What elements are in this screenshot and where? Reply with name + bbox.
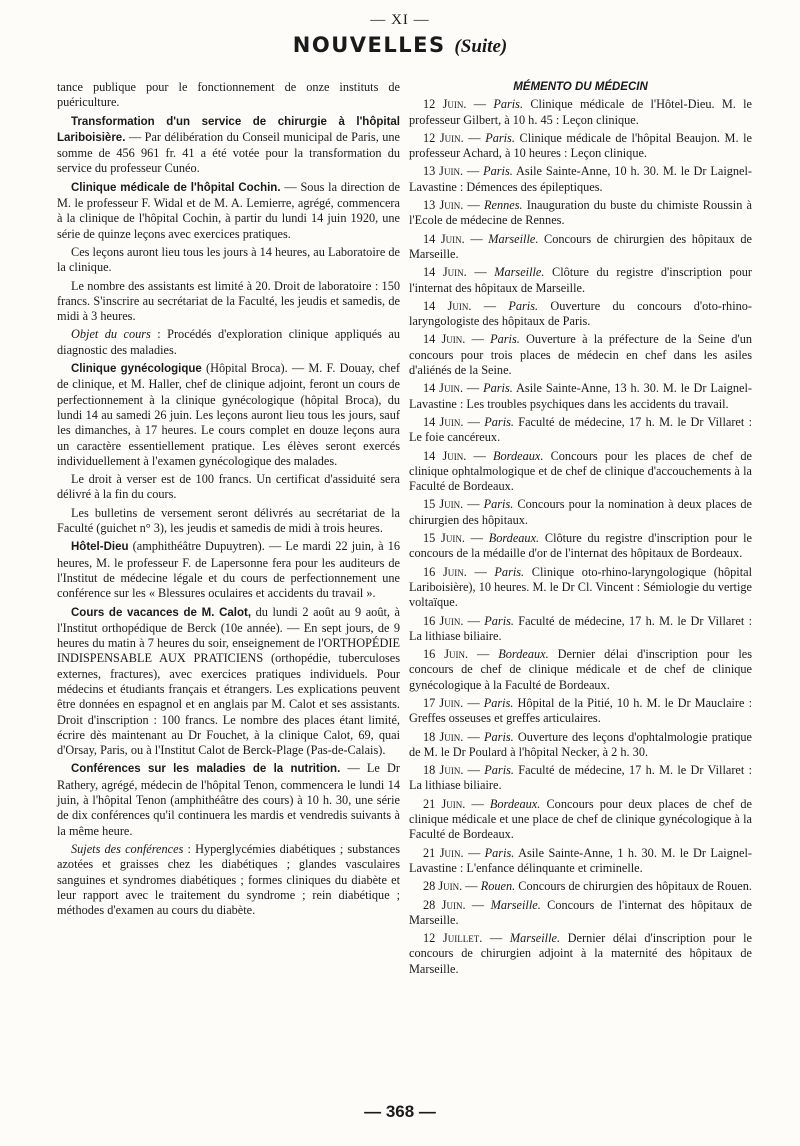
paragraph-text: — Par délibération du Conseil municipal de Paris, une somme de 456 961 fr. 41 a été votée pour la transformation du service du professeur Cunéo. — [57, 129, 400, 176]
entry-date: 13 Juin. — [423, 164, 464, 179]
entry-date: 21 Juin. — [423, 796, 466, 811]
entry-text: Asile Sainte-Anne, 13 h. 30. M. le Dr Laignel-Lavastine : Les troubles psychiques dans les accidents du travail. — [409, 381, 752, 411]
left-column — [57, 80, 400, 921]
paragraph — [57, 361, 400, 469]
entry-text: Asile Sainte-Anne, 10 h. 30. M. le Dr Laignel-Lavastine : Démences des épileptiques. — [409, 164, 752, 194]
entry-city: Paris. — [483, 497, 514, 512]
memento-heading: MÉMENTO DU MÉDECIN — [513, 81, 648, 93]
memento-entry: 16 Juin. — Paris. Clinique oto-rhino-laryngologique (hôpital Lariboisière), 10 heures. M. le Dr Cl. Vincent : Sémiologie du vertige voltaïque. — [409, 564, 752, 610]
paragraph-text: tance publique pour le fonctionnement de onze instituts de puériculture. — [57, 80, 400, 110]
entry-text: Concours de chirurgien des hôpitaux de Marseille. — [409, 231, 753, 261]
memento-entry: 13 Juin. — Paris. Asile Sainte-Anne, 10 h. 30. M. le Dr Laignel-Lavastine : Démences des épileptiques. — [409, 164, 752, 194]
paragraph — [57, 842, 400, 918]
title-subtitle: (Suite) — [454, 36, 508, 57]
entry-text: Clinique oto-rhino-laryngologique (hôpital Lariboisière), 10 heures. M. le Dr Cl. Vincent : Sémiologie du vertige voltaïque. — [409, 564, 752, 610]
entry-city: Bordeaux. — [492, 448, 544, 463]
entry-city: Rouen. — [480, 879, 516, 894]
entry-city: Paris. — [483, 381, 513, 396]
entry-city: Paris. — [508, 298, 539, 313]
entry-text: Ouverture des leçons d'ophtalmologie pratique de M. le Dr Poulard à l'hôpital Necker, à 2 h. 30. — [409, 729, 753, 759]
entry-text: Concours pour la nomination à deux places de chirurgien des hôpitaux. — [409, 497, 752, 527]
paragraph-text: — Sous la direction de M. le professeur F. Widal et de M. A. Lemierre, agrégé, commencera à la clinique de l'hôpital Cochin, à partir du lundi 14 juin 1920, une série de quinze leçons avec exercices pratiques. — [57, 179, 400, 241]
memento-entry: 12 Juillet. — Marseille. Dernier délai d'inscription pour le concours de chirurgien adjoint à la maternité des hôpitaux de Marseille. — [409, 931, 753, 976]
entry-date: 12 Juillet. — [423, 931, 483, 946]
entry-text: Dernier délai d'inscription pour les concours de chef de clinique médicale et de chef de clinique gynécologique à la Faculté de Bordeaux. — [409, 647, 752, 692]
paragraph-text: Ces leçons auront lieu tous les jours à 14 heures, au Laboratoire de la clinique. — [57, 244, 400, 275]
news-heading: Hôtel-Dieu — [71, 541, 129, 554]
entry-city: Bordeaux. — [488, 531, 540, 546]
page-header — [0, 12, 800, 58]
title-main: NOUVELLES — [292, 33, 446, 57]
paragraph-text: Le droit à verser est de 100 francs. Un certificat d'assiduité sera délivré à la fin du cours. — [57, 472, 400, 502]
news-heading: Transformation d'un service de chirurgie à l'hôpital Lariboisière. — [57, 115, 400, 144]
memento-entry: 14 Juin. — Paris. Ouverture à la préfecture de la Seine d'un concours pour trois places de médecin en chef dans les asiles d'aliénés de la Seine. — [409, 332, 752, 378]
memento-entry: 17 Juin. — Paris. Hôpital de la Pitié, 10 h. M. le Dr Mauclaire : Greffes osseuses et greffes articulaires. — [409, 695, 752, 726]
paragraph — [57, 80, 400, 111]
entry-date: 28 Juin. — [423, 897, 466, 912]
memento-entry: 14 Juin. — Marseille. Concours de chirurgien des hôpitaux de Marseille. — [409, 231, 753, 261]
entry-date: 14 Juin. — [423, 448, 467, 463]
memento-entry: 21 Juin. — Bordeaux. Concours pour deux places de chef de clinique médicale et une place de chef de clinique gynécologique à la Faculté de Bordeaux. — [409, 796, 752, 842]
entry-city: Paris. — [484, 729, 514, 744]
entry-text: Inauguration du buste du chimiste Roussin à l'Ecole de médecine de Rennes. — [409, 198, 753, 228]
entry-date: 15 Juin. — [423, 531, 465, 546]
paragraph-text: — Le Dr Rathery, agrégé, médecin de l'hôpital Tenon, commencera le lundi 14 juin, à l'hôpital Tenon (amphithéâtre des cours) à 10 h. 30, une série de dix conférences qu'il continuera les mardis et vendredis suivants à la même heure. — [57, 761, 400, 838]
entry-date: 14 Juin. — [423, 414, 464, 429]
memento-entry: 16 Juin. — Paris. Faculté de médecine, 17 h. M. le Dr Villaret : La lithiase biliaire. — [409, 613, 752, 643]
italic-label: Objet du cours — [71, 327, 151, 342]
news-heading: Cours de vacances de M. Calot, — [71, 606, 252, 619]
entry-text: Concours de chirurgien des hôpitaux de Rouen. — [515, 879, 752, 894]
memento-entry: 21 Juin. — Paris. Asile Sainte-Anne, 1 h. 30. M. le Dr Laignel-Lavastine : L'enfance délinquante et criminelle. — [409, 845, 752, 875]
entry-date: 16 Juin. — [423, 647, 469, 662]
page-title — [0, 33, 800, 58]
entry-date: 14 Juin. — [423, 332, 466, 347]
folio: — XI — — [370, 12, 430, 28]
paragraph-text: : Hyperglycémies diabétiques ; substances azotées et graisses chez les diabétiques ; glandes vasculaires sanguines et syndromes diabétiques ; formes cliniques du diabète et leur rapport avec le traitement du syndrome ; rein diabétique ; méthodes d'examen au cours du diabète. — [57, 841, 400, 918]
memento-list — [409, 97, 752, 977]
memento-entry: 18 Juin. — Paris. Faculté de médecine, 17 h. M. le Dr Villaret : La lithiase biliaire. — [409, 763, 752, 793]
entry-text: Concours pour les places de chef de clinique ophtalmologique et de chef de clinique d'accouchements à la Faculté de Bordeaux. — [409, 448, 753, 494]
entry-date: 14 Juin. — [423, 231, 465, 246]
paragraph — [57, 180, 400, 242]
news-heading: Clinique gynécologique — [71, 363, 202, 376]
paragraph — [57, 114, 400, 177]
entry-text: Faculté de médecine, 17 h. M. le Dr Villaret : Le foie cancéreux. — [409, 414, 752, 445]
memento-entry: 14 Juin. — Bordeaux. Concours pour les places de chef de clinique ophtalmologique et de chef de clinique d'accouchements à la Faculté de Bordeaux. — [409, 448, 753, 494]
entry-city: Rennes. — [484, 198, 523, 213]
entry-date: 14 Juin. — [423, 265, 467, 280]
paragraph — [57, 472, 400, 503]
paragraph-text: du lundi 2 août au 9 août, à l'Institut orthopédique de Berck (10e année). — En sept jours, de 9 heures du matin à 7 heures du soir, enseignement de l'ORTHOPÉDIE INDISPENSABLE AUX PRATICIENS (orthopédie, tuberculoses externes, fractures), avec exercices pratiques individuels. Pour médecins et étudiants français et étrangers. Les explications peuvent être données en espagnol et en anglais par M. Calot et ses assistants. Droit d'inscription : 100 francs. Le nombre des places étant limité, écrire dès maintenant au Dr Fouchet, à la clinique Calot, 69, quai d'Orsay, Paris, ou à l'Institut Calot de Berck-Plage (Pas-de-Calais). — [57, 604, 400, 758]
news-heading: Clinique médicale de l'hôpital Cochin. — [71, 181, 281, 194]
entry-date: 28 Juin. — [423, 879, 463, 894]
entry-text: Ouverture du concours d'oto-rhino-laryngologiste des hôpitaux de Paris. — [409, 298, 753, 329]
entry-city: Paris. — [484, 414, 514, 429]
entry-text: Asile Sainte-Anne, 1 h. 30. M. le Dr Laignel-Lavastine : L'enfance délinquante et criminelle. — [409, 845, 752, 875]
paragraph — [57, 605, 400, 759]
memento-entry: 13 Juin. — Rennes. Inauguration du buste du chimiste Roussin à l'Ecole de médecine de Rennes. — [409, 198, 753, 228]
entry-date: 14 Juin. — [423, 298, 472, 313]
entry-city: Marseille. — [494, 265, 545, 280]
entry-date: 12 Juin. — [423, 130, 464, 145]
paragraph — [57, 506, 400, 537]
paragraph — [57, 539, 400, 601]
entry-city: Paris. — [483, 164, 513, 179]
paragraph — [57, 761, 400, 838]
entry-city: Paris. — [485, 130, 515, 145]
italic-label: Sujets des conférences — [71, 841, 184, 856]
memento-entry: 14 Juin. — Paris. Ouverture du concours d'oto-rhino-laryngologiste des hôpitaux de Paris. — [409, 298, 753, 329]
entry-date: 18 Juin. — [423, 729, 464, 744]
entry-date: 13 Juin. — [423, 198, 464, 213]
entry-text: Faculté de médecine, 17 h. M. le Dr Villaret : La lithiase biliaire. — [409, 613, 752, 643]
entry-city: Paris. — [484, 763, 514, 778]
entry-date: 15 Juin. — [423, 497, 464, 512]
entry-date: 18 Juin. — [423, 763, 464, 778]
entry-city: Marseille. — [488, 231, 539, 246]
entry-text: Concours de l'internat des hôpitaux de Marseille. — [409, 897, 752, 927]
entry-text: Clinique médicale de l'hôpital Beaujon. M. le professeur Achard, à 10 heures : Leçon clinique. — [409, 130, 752, 161]
entry-date: 16 Juin. — [423, 564, 467, 579]
memento-entry: 14 Juin. — Paris. Faculté de médecine, 17 h. M. le Dr Villaret : Le foie cancéreux. — [409, 414, 752, 445]
paragraph — [57, 279, 400, 325]
page-number: — 368 — — [364, 1102, 436, 1121]
entry-city: Bordeaux. — [489, 796, 541, 811]
memento-entry: 16 Juin. — Bordeaux. Dernier délai d'inscription pour les concours de chef de clinique médicale et de chef de clinique gynécologique à la Faculté de Bordeaux. — [409, 647, 752, 692]
entry-city: Paris. — [483, 695, 514, 710]
entry-text: Clôture du registre d'inscription pour le concours de la médaille d'or de l'internat des hôpitaux de Bordeaux. — [409, 531, 752, 561]
entry-city: Bordeaux. — [498, 647, 549, 662]
entry-text: Concours pour deux places de chef de clinique médicale et une place de chef de clinique gynécologique à la Faculté de Bordeaux. — [409, 796, 752, 842]
entry-city: Paris. — [484, 845, 515, 860]
memento-entry: 18 Juin. — Paris. Ouverture des leçons d'ophtalmologie pratique de M. le Dr Poulard à l'hôpital Necker, à 2 h. 30. — [409, 729, 753, 759]
memento-entry: 14 Juin. — Paris. Asile Sainte-Anne, 13 h. 30. M. le Dr Laignel-Lavastine : Les troubles psychiques dans les accidents du travail. — [409, 381, 752, 411]
memento-entry: 28 Juin. — Marseille. Concours de l'internat des hôpitaux de Marseille. — [409, 897, 752, 927]
memento-entry: 14 Juin. — Marseille. Clôture du registre d'inscription pour l'internat des hôpitaux de Marseille. — [409, 265, 752, 295]
memento-entry: 12 Juin. — Paris. Clinique médicale de l'hôpital Beaujon. M. le professeur Achard, à 10 heures : Leçon clinique. — [409, 130, 752, 161]
entry-text: Clinique médicale de l'Hôtel-Dieu. M. le professeur Gilbert, à 10 h. 45 : Leçon clinique. — [409, 97, 752, 127]
paragraph-text: (amphithéâtre Dupuytren). — Le mardi 22 juin, à 16 heures, M. le professeur F. de Lapersonne fera pour les auditeurs de l'Institut de médecine légale et du cours de perfectionnement une conférence sur les « Blessures oculaires et accidents du travail ». — [57, 539, 400, 601]
entry-city: Paris. — [484, 613, 514, 628]
paragraph — [57, 245, 400, 276]
entry-city: Paris. — [490, 332, 520, 347]
entry-text: Ouverture à la préfecture de la Seine d'un concours pour trois places de médecin en chef dans les asiles d'aliénés de la Seine. — [409, 332, 752, 378]
entry-text: Dernier délai d'inscription pour le concours de chirurgien adjoint à la maternité des hôpitaux de Marseille. — [409, 931, 753, 976]
memento-entry: 15 Juin. — Bordeaux. Clôture du registre d'inscription pour le concours de la médaille d'or de l'internat des hôpitaux de Bordeaux. — [409, 531, 752, 561]
memento-entry: 15 Juin. — Paris. Concours pour la nomination à deux places de chirurgien des hôpitaux. — [409, 497, 752, 527]
paragraph-text: Les bulletins de versement seront délivrés au secrétariat de la Faculté (guichet n° 3), les jeudis et samedis de midi à trois heures. — [57, 505, 400, 536]
right-column — [409, 80, 752, 980]
entry-city: Marseille. — [490, 897, 541, 912]
entry-date: 14 Juin. — [423, 381, 464, 396]
entry-date: 21 Juin. — [423, 845, 464, 860]
entry-city: Paris. — [493, 97, 524, 112]
paragraph-text: Le nombre des assistants est limité à 20. Droit de laboratoire : 150 francs. S'inscrire au secrétariat de la Faculté, les jeudis et samedis, de midi à 3 heures. — [57, 278, 400, 324]
entry-text: Faculté de médecine, 17 h. M. le Dr Villaret : La lithiase biliaire. — [409, 763, 752, 793]
entry-text: Clôture du registre d'inscription pour l'internat des hôpitaux de Marseille. — [409, 265, 752, 295]
memento-entry: 12 Juin. — Paris. Clinique médicale de l'Hôtel-Dieu. M. le professeur Gilbert, à 10 h. 45 : Leçon clinique. — [409, 97, 752, 127]
entry-text: Hôpital de la Pitié, 10 h. M. le Dr Mauclaire : Greffes osseuses et greffes articulaires. — [409, 695, 752, 726]
entry-date: 16 Juin. — [423, 613, 464, 628]
entry-date: 17 Juin. — [423, 695, 464, 710]
entry-city: Marseille. — [509, 931, 561, 946]
entry-city: Paris. — [494, 564, 525, 579]
entry-date: 12 Juin. — [423, 97, 467, 112]
paragraph-text: (Hôpital Broca). — M. F. Douay, chef de clinique, et M. Haller, chef de clinique adjoint, feront un cours de perfectionnement à la clinique gynécologique (hôpital Broca), du lundi 14 au samedi 26 juin. Les leçons auront lieu tous les jours, sauf les dimanches, à 17 heures. Le cours complet en douze leçons aura un caractère essentiellement pratique. Les élèves seront exercés individuellement à l'examen gynécologique des malades. — [57, 361, 401, 468]
news-heading: Conférences sur les maladies de la nutrition. — [71, 763, 341, 776]
memento-entry: 28 Juin. — Rouen. Concours de chirurgien des hôpitaux de Rouen. — [423, 879, 752, 894]
paragraph — [57, 327, 400, 358]
paragraph-text: : Procédés d'exploration clinique appliqués au diagnostic des maladies. — [57, 327, 400, 357]
